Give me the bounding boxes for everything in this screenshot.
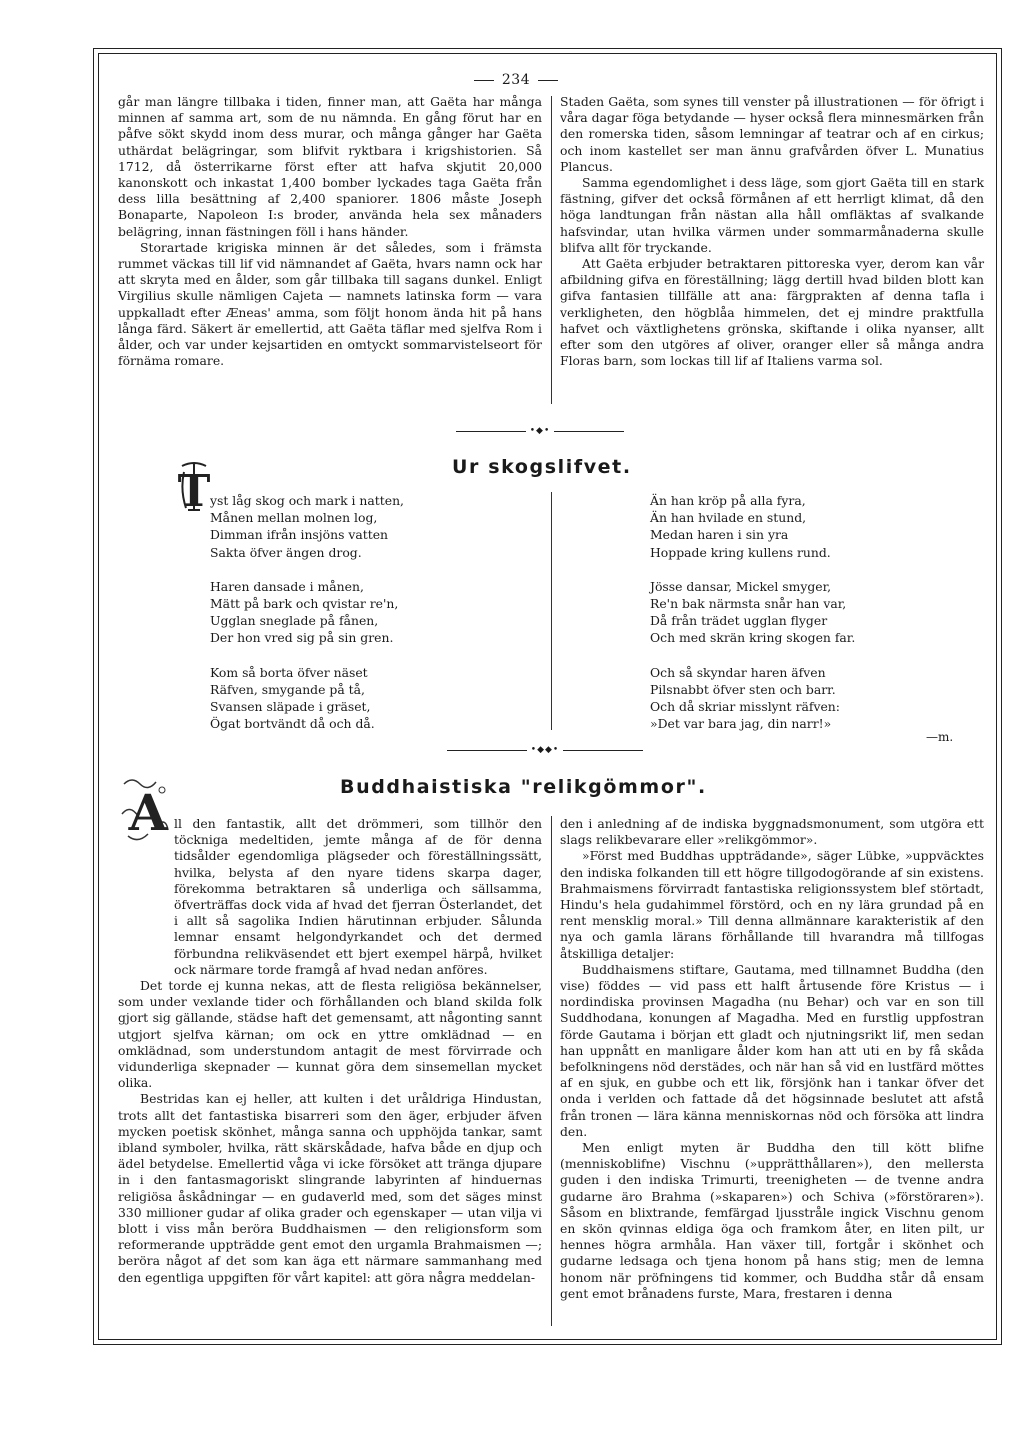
- svg-text:A: A: [128, 783, 168, 842]
- poem-right-stanza: [650, 492, 855, 561]
- top-left-paragraph-2: Storartade krigiska minnen är det således, som i främsta rummet väckas till lif vid nämnandet af Gaëta, hvars namn ock har att skryta med en ålder, som går tillbaka till sagans dunkel. Enligt Virgilius skulle nämligen Cajeta — namnets latinska form — vara uppkalladt efter Æneas' amma, som följt honom ända hit på hans långa färd. Säkert är emellertid, att Gaëta täflar med sjelfva Rom i ålder, och var under kejsartiden en omtyckt sommarvistelseort för förnäma romare.: [118, 239, 542, 369]
- page-number-dash-left: [474, 80, 494, 81]
- poem-line: Sakta öfver ängen drog.: [210, 544, 362, 560]
- poem-line: Och då skriar misslynt räfven:: [650, 699, 840, 715]
- article-right-paragraph-2: »Först med Buddhas uppträdande», säger Lübke, »uppväcktes den indiska folkanden till ett högre tillgodogörande af sin existens. Brahmaismens förvirradt fantastiska religionssystem blef störtadt, Hindu's hela gudahimmel förstörd, och en ny lära grundad på en rent mensklig moral.» Till denna allmännare karakteristik af den nya och gamla lärans förhållande till hvarandra må tillfogas åtskilliga detaljer:: [560, 848, 984, 961]
- article-right-column: [560, 816, 984, 1302]
- top-right-paragraph-1: Staden Gaëta, som synes till venster på illustrationen — för öfrigt i våra dagar föga betydande — hyser också flera minnesmärken från den romerska tiden, såsom lemningar af teatrar och af en cirkus; och inom kastellet ser man ännu grafvården öfver L. Munatius Plancus.: [560, 94, 984, 174]
- poem-left-column: [210, 492, 404, 749]
- poem-drop-cap: [178, 460, 210, 518]
- article-title: Buddhaistiska "relikgömmor".: [340, 776, 707, 798]
- article-left-paragraph-3: Bestridas kan ej heller, att kulten i det uråldriga Hindustan, trots allt det fantastiska bisarreri som den äger, erbjuder äfven mycken poetisk skönhet, många sanna och upphöjda tankar, samt ibland symboler, hvilka, rätt skärskådade, hafva både en djup och ädel betydelse. Emellertid våga vi icke försöket att tränga djupare in i den fantasmagoriskt slingrande labyrinten af hinduernas religiösa åskådningar — en gudaverld med, som det säges minst 330 millioner gudar af olika grader och egenskaper — utan vilja vi blott i viss mån beröra Buddhaismen — den religionsform som reformerande uppträdde gent emot den urgamla Brahmaismen —; beröra något af det som kan äga ett närmare sammanhang med den egentliga uppgiften för vårt kapitel: att göra några meddelan-: [118, 1091, 542, 1285]
- poem-line: Pilsnabbt öfver sten och barr.: [650, 681, 836, 697]
- ornament-divider-middle: •◆◆•: [430, 745, 660, 755]
- article-right-paragraph-4: Men enligt myten är Buddha den till kött blifne (menniskoblifne) Vischnu (»upprätthållaren»), den mellersta guden i den indiska Trimurti, treenigheten — de tvenne andra gudarne äro Brahma (»skaparen») och Schiva (»förstöraren»). Såsom en blixtrande, femfärgad ljusstråle ingick Vischnu genom en skön qvinnas eldiga öga och framkom åter, en liten pilt, ur hennes högra armhåla. Han växer till, fortgår i skönhet och gudarne ledsaga och tjena honom på hans stig; men de lemna honom när pröfningens tid kommer, och Buddha står då ensam gent emot brånadens furste, Mara, frestaren i denna: [560, 1140, 984, 1301]
- poem-line: »Det var bara jag, din narr!»: [650, 716, 832, 732]
- poem-line: Haren dansade i månen,: [210, 578, 364, 594]
- poem-line: Månen mellan molnen log,: [210, 510, 378, 526]
- poem-right-stanza: [650, 578, 855, 647]
- poem-left-stanza: [210, 578, 404, 647]
- article-left-paragraph-2: Det torde ej kunna nekas, att de flesta religiösa bekännelser, som under vexlande tider och förhållanden och bland skilda folk gjort sig gällande, städse haft det gemensamt, att någonting sannt utgjort sjelfva kärnan; om ock en yttre omklädnad — en omklädnad, som understundom antagit de mest förvirrade och vidunderliga skepnader — kunnat göra dem sinsemellan mycket olika.: [118, 978, 542, 1091]
- poem-column-divider: [551, 492, 552, 730]
- poem-line: Då från trädet ugglan flyger: [650, 613, 828, 629]
- page-number-dash-right: [538, 80, 558, 81]
- top-article-left-column: [118, 94, 542, 369]
- poem-line: Hoppade kring kullens rund.: [650, 544, 831, 560]
- poem-right-column: [650, 492, 855, 749]
- poem-line: Ögat bortvändt då och då.: [210, 716, 375, 732]
- article-left-paragraph-1: ll den fantastik, allt det drömmeri, som tillhör den töckniga medeltiden, jemte många af de för denna tidsålder egendomliga plägseder och föreställningssätt, hvilka, belysta af den nyare tidens skarpa dager, förekomma betraktaren så underliga och sällsamma, öfverträffas dock vida af hvad det fjerran Österlandet, det i allt så sagolika Indien härutinnan erbjuder. Sålunda lemnar ensamt helgondyrkandet och det dermed förbundna relikväsendet ett bjert exempel härpå, hvilket ock närmare torde framgå af hvad nedan anföres.: [174, 816, 542, 977]
- poem-right-stanza: [650, 664, 855, 733]
- top-article-right-column: [560, 94, 984, 369]
- page-number-line: [0, 72, 1032, 88]
- top-left-paragraph-1: går man längre tillbaka i tiden, finner man, att Gaëta har många minnen af samma art, som de nu nämnda. En gång förut har en påfve sökt skydd inom dess murar, och många gånger har Gaëta uthärdat belägringar, som blifvit ryktbara i krigshistorien. Så 1712, då österrikarne först efter att hafva skjutit 20,000 kanonskott och inkastat 1,400 bomber lyckades taga Gaëta från dess lilla besättning af 2,400 spaniorer. 1806 måste Joseph Bonaparte, Napoleon I:s broder, använda hela sex månaders belägring, innan fästningen föll i hans händer.: [118, 94, 542, 239]
- poem-line: Mätt på bark och qvistar re'n,: [210, 596, 399, 612]
- poem-line: Medan haren i sin yra: [650, 527, 789, 543]
- poem-line: Än han kröp på alla fyra,: [650, 493, 806, 508]
- poem-line: yst låg skog och mark i natten,: [210, 493, 404, 508]
- top-right-paragraph-2: Samma egendomlighet i dess läge, som gjort Gaëta till en stark fästning, gifver det också förmånen af ett herrligt klimat, då den höga landtungan från nästan alla håll omfläktas af svalkande hafsvindar, utan hvilka värmen under sommarmånaderna skulle blifva allt för tryckande.: [560, 175, 984, 255]
- top-column-divider: [551, 96, 552, 404]
- page-number: 234: [501, 72, 531, 88]
- ornament-divider-top: •◆•: [440, 426, 640, 436]
- article-left-column: [118, 816, 542, 1286]
- poem-line: Ugglan sneglade på fånen,: [210, 613, 379, 629]
- article-column-divider: [551, 816, 552, 1326]
- poem-line: Räfven, smygande på tå,: [210, 681, 365, 697]
- poem-title: Ur skogslifvet.: [452, 456, 632, 478]
- article-right-paragraph-3: Buddhaismens stiftare, Gautama, med tillnamnet Buddha (den vise) föddes — vid pass ett halft årtusende före Kristus — i nordindiska provinsen Magadha (nu Behar) och var en son till Suddhodana, konungen af Magadha. Med en furstlig uppfostran förde Gautama i början ett gladt och njutningsrikt lif, men sedan han uppnått en manligare ålder kom han att uti en by få skåda befolkningens nöd derstädes, och när han så vid en lustfärd möttes af en sjuk, en gubbe och ett lik, försjönk han i tankar öfver det onda i verlden och fattade då det högsinnade beslutet att afstå från tronen — lära känna menniskornas nöd och försöka att lindra den.: [560, 961, 984, 1139]
- poem-signature: —m.: [926, 730, 954, 744]
- poem-line: Och så skyndar haren äfven: [650, 664, 826, 680]
- poem-line: Der hon vred sig på sin gren.: [210, 630, 394, 646]
- poem-left-stanza: [210, 664, 404, 733]
- poem-line: Dimman ifrån insjöns vatten: [210, 527, 389, 543]
- poem-line: Re'n bak närmsta snår han var,: [650, 596, 847, 612]
- svg-text:T: T: [178, 466, 210, 517]
- poem-line: Kom så borta öfver näset: [210, 664, 368, 680]
- poem-left-stanza: [210, 492, 404, 561]
- top-right-paragraph-3: Att Gaëta erbjuder betraktaren pittoreska vyer, derom kan vår afbildning gifva en föreställning; lägg dertill hvad bilden blott kan gifva fantasien tillfälle att ana: färgprakten af denna tafla i verkligheten, den högblåa himmelen, det ej mindre praktfulla hafvet och växtlighetens grönska, skiftande i olika nyanser, allt efter som den utgöres af oliver, oranger eller så många andra Floras barn, som lockas till lif af Italiens varma sol.: [560, 256, 984, 369]
- poem-line: Jösse dansar, Mickel smyger,: [650, 578, 832, 594]
- poem-line: Svansen släpade i gräset,: [210, 699, 371, 715]
- poem-line: Och med skrän kring skogen far.: [650, 630, 856, 646]
- article-right-paragraph-1: den i anledning af de indiska byggnadsmonument, som utgöra ett slags relikbevarare eller »relikgömmor».: [560, 816, 984, 848]
- poem-line: Än han hvilade en stund,: [650, 510, 807, 526]
- drop-cap-flourish-icon: [178, 460, 210, 518]
